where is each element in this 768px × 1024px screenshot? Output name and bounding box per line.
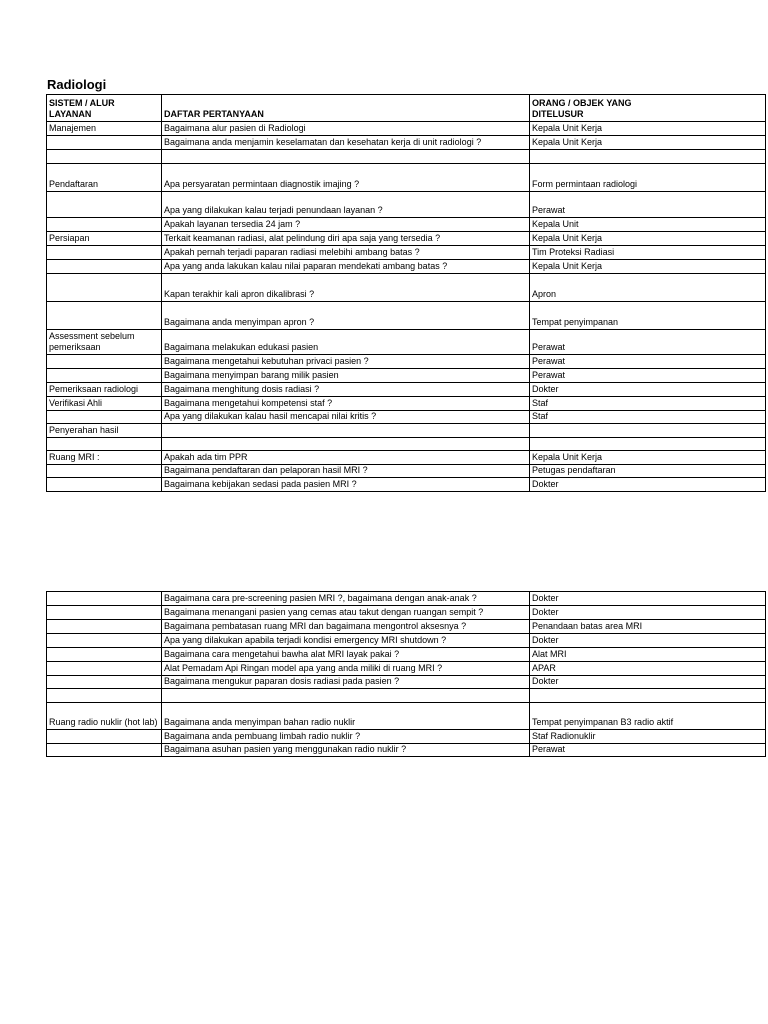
table-row bbox=[47, 648, 766, 662]
question-text: Apa yang anda lakukan kalau nilai paparan mendekati ambang batas ? bbox=[164, 261, 448, 271]
table-row bbox=[47, 411, 766, 424]
question-cell bbox=[162, 274, 530, 302]
traced-object-text: Penandaan batas area MRI bbox=[532, 621, 643, 631]
question-text: Bagaimana menyimpan barang milik pasien bbox=[164, 370, 339, 380]
traced-object-cell bbox=[530, 648, 766, 662]
header-traced-object-cell bbox=[530, 95, 766, 122]
question-cell bbox=[162, 246, 530, 260]
traced-object-text: Dokter bbox=[532, 607, 559, 617]
service-flow-cell bbox=[47, 424, 162, 438]
service-flow-cell bbox=[47, 662, 162, 676]
question-text: Bagaimana anda menjamin keselamatan dan kesehatan kerja di unit radiologi ? bbox=[164, 137, 482, 147]
question-cell bbox=[162, 260, 530, 274]
traced-object-cell bbox=[530, 478, 766, 492]
question-cell bbox=[162, 730, 530, 744]
header-questions-label: DAFTAR PERTANYAAN bbox=[164, 109, 264, 119]
traced-object-cell bbox=[530, 302, 766, 330]
traced-object-cell bbox=[530, 330, 766, 355]
service-flow-cell bbox=[47, 634, 162, 648]
question-cell bbox=[162, 662, 530, 676]
service-flow-cell bbox=[47, 411, 162, 424]
table-body bbox=[47, 122, 766, 492]
table-row bbox=[47, 330, 766, 355]
question-cell bbox=[162, 192, 530, 218]
page-title: Radiologi bbox=[47, 77, 107, 92]
table-row bbox=[47, 676, 766, 689]
service-flow-cell bbox=[47, 274, 162, 302]
table-row bbox=[47, 164, 766, 192]
traced-object-text: Tempat penyimpanan B3 radio aktif bbox=[532, 717, 674, 727]
question-text: Apakah ada tim PPR bbox=[164, 452, 248, 462]
service-flow-cell bbox=[47, 606, 162, 620]
question-text: Bagaimana asuhan pasien yang menggunakan radio nuklir ? bbox=[164, 744, 407, 754]
traced-object-text: Apron bbox=[532, 289, 557, 299]
question-cell bbox=[162, 136, 530, 150]
table-row bbox=[47, 218, 766, 232]
table-row bbox=[47, 465, 766, 478]
traced-object-text: Perawat bbox=[532, 356, 566, 366]
traced-object-cell bbox=[530, 662, 766, 676]
table-row bbox=[47, 592, 766, 606]
traced-object-cell bbox=[530, 218, 766, 232]
service-flow-cell bbox=[47, 218, 162, 232]
traced-object-cell bbox=[530, 411, 766, 424]
traced-object-text: Kepala Unit Kerja bbox=[532, 261, 603, 271]
table-row bbox=[47, 383, 766, 397]
service-flow-text: Assessment sebelum pemeriksaan bbox=[49, 331, 135, 352]
traced-object-text: Kepala Unit bbox=[532, 219, 579, 229]
service-flow-cell bbox=[47, 648, 162, 662]
service-flow-cell bbox=[47, 136, 162, 150]
table-row bbox=[47, 606, 766, 620]
question-cell bbox=[162, 634, 530, 648]
service-flow-cell bbox=[47, 302, 162, 330]
table-row bbox=[47, 478, 766, 492]
traced-object-text: Perawat bbox=[532, 370, 566, 380]
table-row bbox=[47, 136, 766, 150]
traced-object-cell bbox=[530, 620, 766, 634]
question-text: Bagaimana mengukur paparan dosis radiasi pada pasien ? bbox=[164, 676, 400, 686]
question-cell bbox=[162, 383, 530, 397]
question-text: Bagaimana melakukan edukasi pasien bbox=[164, 342, 319, 352]
question-text: Kapan terakhir kali apron dikalibrasi ? bbox=[164, 289, 315, 299]
traced-object-cell bbox=[530, 274, 766, 302]
question-text: Bagaimana cara mengetahui bawha alat MRI layak pakai ? bbox=[164, 649, 400, 659]
traced-object-cell bbox=[530, 122, 766, 136]
service-flow-text: Verifikasi Ahli bbox=[49, 398, 103, 408]
traced-object-cell bbox=[530, 383, 766, 397]
traced-object-text: Staf Radionuklir bbox=[532, 731, 596, 741]
traced-object-text: Tempat penyimpanan bbox=[532, 317, 619, 327]
service-flow-cell bbox=[47, 369, 162, 383]
question-text: Apa persyaratan permintaan diagnostik imajing ? bbox=[164, 179, 360, 189]
question-text: Bagaimana pembatasan ruang MRI dan bagaimana mengontrol aksesnya ? bbox=[164, 621, 467, 631]
question-text: Bagaimana anda pembuang limbah radio nuklir ? bbox=[164, 731, 361, 741]
service-flow-cell bbox=[47, 620, 162, 634]
table-row bbox=[47, 232, 766, 246]
table-row bbox=[47, 260, 766, 274]
service-flow-text: Pemeriksaan radiologi bbox=[49, 384, 139, 394]
traced-object-cell bbox=[530, 246, 766, 260]
question-text: Bagaimana cara pre-screening pasien MRI ?, bagaimana dengan anak-anak ? bbox=[164, 593, 477, 603]
question-cell bbox=[162, 592, 530, 606]
question-text: Apa yang dilakukan kalau hasil mencapai nilai kritis ? bbox=[164, 411, 377, 421]
question-cell bbox=[162, 465, 530, 478]
traced-object-text: Staf bbox=[532, 411, 549, 421]
traced-object-cell bbox=[530, 232, 766, 246]
question-cell bbox=[162, 397, 530, 411]
traced-object-cell bbox=[530, 703, 766, 730]
service-flow-cell bbox=[47, 703, 162, 730]
service-flow-text: Ruang MRI : bbox=[49, 452, 100, 462]
question-cell bbox=[162, 676, 530, 689]
header-service-flow-cell bbox=[47, 95, 162, 122]
question-cell bbox=[162, 703, 530, 730]
question-text: Alat Pemadam Api Ringan model apa yang anda miliki di ruang MRI ? bbox=[164, 663, 443, 673]
traced-object-cell bbox=[530, 730, 766, 744]
service-flow-cell bbox=[47, 164, 162, 192]
traced-object-cell bbox=[530, 424, 766, 438]
traced-object-text: Dokter bbox=[532, 593, 559, 603]
table-row bbox=[47, 744, 766, 757]
question-text: Terkait keamanan radiasi, alat pelindung diri apa saja yang tersedia ? bbox=[164, 233, 441, 243]
question-cell bbox=[162, 424, 530, 438]
table-row bbox=[47, 451, 766, 465]
traced-object-cell bbox=[530, 355, 766, 369]
table-row bbox=[47, 369, 766, 383]
traced-object-cell bbox=[530, 164, 766, 192]
table-header-row bbox=[47, 95, 766, 122]
service-flow-cell bbox=[47, 150, 162, 164]
table-row bbox=[47, 438, 766, 451]
table-row bbox=[47, 634, 766, 648]
question-cell bbox=[162, 451, 530, 465]
header-service-flow-label: SISTEM / ALUR LAYANAN bbox=[49, 98, 115, 119]
traced-object-text: Dokter bbox=[532, 676, 559, 686]
question-text: Bagaimana anda menyimpan bahan radio nuklir bbox=[164, 717, 356, 727]
traced-object-cell bbox=[530, 606, 766, 620]
header-questions-cell bbox=[162, 95, 530, 122]
traced-object-text: Kepala Unit Kerja bbox=[532, 452, 603, 462]
service-flow-cell bbox=[47, 730, 162, 744]
traced-object-cell bbox=[530, 150, 766, 164]
question-cell bbox=[162, 330, 530, 355]
question-cell bbox=[162, 438, 530, 451]
table-row bbox=[47, 150, 766, 164]
table-body bbox=[47, 592, 766, 757]
traced-object-text: Petugas pendaftaran bbox=[532, 465, 616, 475]
service-flow-cell bbox=[47, 383, 162, 397]
traced-object-text: Kepala Unit Kerja bbox=[532, 123, 603, 133]
service-flow-cell bbox=[47, 260, 162, 274]
traced-object-cell bbox=[530, 260, 766, 274]
question-cell bbox=[162, 150, 530, 164]
service-flow-text: Persiapan bbox=[49, 233, 90, 243]
service-flow-cell bbox=[47, 122, 162, 136]
question-cell bbox=[162, 369, 530, 383]
service-flow-cell bbox=[47, 592, 162, 606]
question-text: Bagaimana mengetahui kompetensi staf ? bbox=[164, 398, 333, 408]
traced-object-text: Dokter bbox=[532, 479, 559, 489]
question-cell bbox=[162, 302, 530, 330]
question-cell bbox=[162, 218, 530, 232]
service-flow-text: Ruang radio nuklir (hot lab) bbox=[49, 717, 158, 727]
service-flow-cell bbox=[47, 355, 162, 369]
service-flow-text: Pendaftaran bbox=[49, 179, 99, 189]
service-flow-cell bbox=[47, 478, 162, 492]
service-flow-cell bbox=[47, 192, 162, 218]
question-cell bbox=[162, 232, 530, 246]
table-row bbox=[47, 355, 766, 369]
service-flow-text: Manajemen bbox=[49, 123, 97, 133]
header-traced-object-label: ORANG / OBJEK YANG DITELUSUR bbox=[532, 98, 632, 119]
traced-object-text: Perawat bbox=[532, 342, 566, 352]
traced-object-cell bbox=[530, 465, 766, 478]
question-text: Apa yang dilakukan apabila terjadi kondisi emergency MRI shutdown ? bbox=[164, 635, 447, 645]
service-flow-cell bbox=[47, 465, 162, 478]
question-text: Apakah pernah terjadi paparan radiasi melebihi ambang batas ? bbox=[164, 247, 420, 257]
question-text: Apakah layanan tersedia 24 jam ? bbox=[164, 219, 301, 229]
service-flow-cell bbox=[47, 397, 162, 411]
mri-continuation-table bbox=[46, 591, 766, 757]
question-cell bbox=[162, 122, 530, 136]
question-cell bbox=[162, 606, 530, 620]
service-flow-cell bbox=[47, 438, 162, 451]
question-text: Bagaimana alur pasien di Radiologi bbox=[164, 123, 306, 133]
service-flow-cell bbox=[47, 232, 162, 246]
traced-object-text: Staf bbox=[532, 398, 549, 408]
question-cell bbox=[162, 620, 530, 634]
question-text: Bagaimana mengetahui kebutuhan privaci pasien ? bbox=[164, 356, 369, 366]
service-flow-cell bbox=[47, 676, 162, 689]
radiology-questionnaire-table bbox=[46, 94, 766, 492]
question-cell bbox=[162, 355, 530, 369]
question-text: Bagaimana menghitung dosis radiasi ? bbox=[164, 384, 320, 394]
table-row bbox=[47, 424, 766, 438]
traced-object-cell bbox=[530, 676, 766, 689]
service-flow-cell bbox=[47, 451, 162, 465]
question-cell bbox=[162, 164, 530, 192]
traced-object-cell bbox=[530, 192, 766, 218]
traced-object-cell bbox=[530, 592, 766, 606]
table-row bbox=[47, 703, 766, 730]
service-flow-cell bbox=[47, 689, 162, 703]
question-cell bbox=[162, 689, 530, 703]
table-row bbox=[47, 122, 766, 136]
table-row bbox=[47, 689, 766, 703]
table-row bbox=[47, 192, 766, 218]
traced-object-cell bbox=[530, 689, 766, 703]
traced-object-text: APAR bbox=[532, 663, 556, 673]
question-cell bbox=[162, 411, 530, 424]
traced-object-cell bbox=[530, 634, 766, 648]
traced-object-text: Kepala Unit Kerja bbox=[532, 137, 603, 147]
table-row bbox=[47, 620, 766, 634]
table-row bbox=[47, 397, 766, 411]
question-text: Bagaimana pendaftaran dan pelaporan hasil MRI ? bbox=[164, 465, 368, 475]
traced-object-text: Perawat bbox=[532, 744, 566, 754]
question-text: Bagaimana anda menyimpan apron ? bbox=[164, 317, 315, 327]
traced-object-text: Tim Proteksi Radiasi bbox=[532, 247, 615, 257]
service-flow-cell bbox=[47, 744, 162, 757]
traced-object-cell bbox=[530, 438, 766, 451]
traced-object-text: Form permintaan radiologi bbox=[532, 179, 638, 189]
question-cell bbox=[162, 648, 530, 662]
table-row bbox=[47, 246, 766, 260]
table-row bbox=[47, 730, 766, 744]
traced-object-text: Perawat bbox=[532, 205, 566, 215]
service-flow-cell bbox=[47, 330, 162, 355]
question-cell bbox=[162, 478, 530, 492]
traced-object-text: Alat MRI bbox=[532, 649, 567, 659]
question-text: Apa yang dilakukan kalau terjadi penundaan layanan ? bbox=[164, 205, 383, 215]
traced-object-cell bbox=[530, 136, 766, 150]
table-row bbox=[47, 662, 766, 676]
table-row bbox=[47, 302, 766, 330]
question-text: Bagaimana kebijakan sedasi pada pasien MRI ? bbox=[164, 479, 357, 489]
question-cell bbox=[162, 744, 530, 757]
traced-object-cell bbox=[530, 451, 766, 465]
traced-object-cell bbox=[530, 744, 766, 757]
traced-object-cell bbox=[530, 369, 766, 383]
traced-object-text: Dokter bbox=[532, 635, 559, 645]
traced-object-text: Dokter bbox=[532, 384, 559, 394]
table-row bbox=[47, 274, 766, 302]
traced-object-cell bbox=[530, 397, 766, 411]
question-text: Bagaimana menangani pasien yang cemas atau takut dengan ruangan sempit ? bbox=[164, 607, 484, 617]
service-flow-cell bbox=[47, 246, 162, 260]
traced-object-text: Kepala Unit Kerja bbox=[532, 233, 603, 243]
service-flow-text: Penyerahan hasil bbox=[49, 425, 119, 435]
